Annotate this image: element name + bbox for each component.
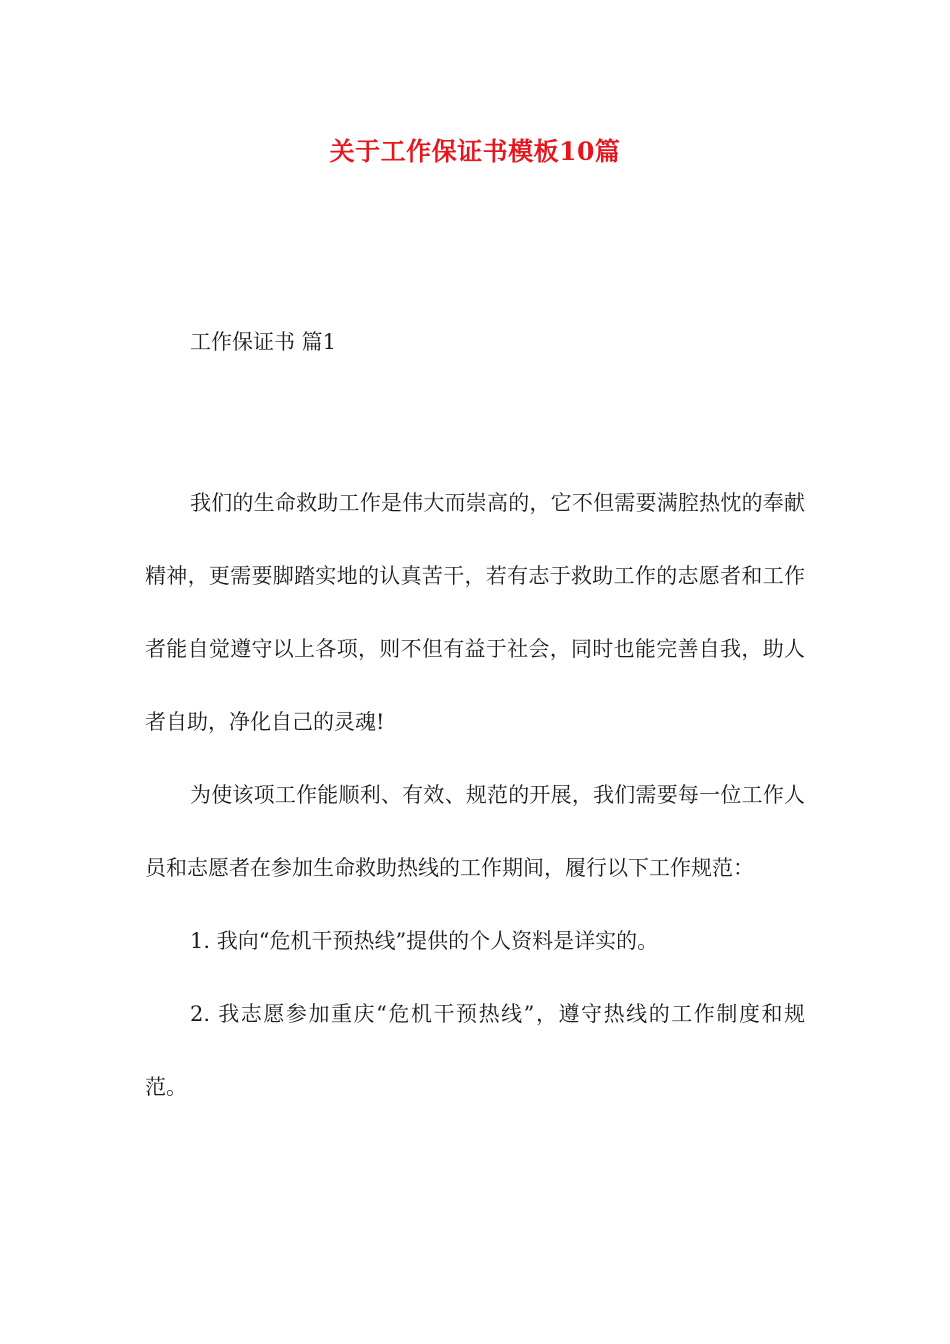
- list-item: 1. 我向“危机干预热线”提供的个人资料是详实的。: [190, 929, 659, 953]
- list-item: 2. 我志愿参加重庆“危机干预热线”，遵守热线的工作制度和规范。: [145, 1002, 805, 1099]
- paragraph: 我们的生命救助工作是伟大而崇高的，它不但需要满腔热忱的奉献精神，更需要脚踏实地的认真苦干，若有志于救助工作的志愿者和工作者能自觉遵守以上各项，则不但有益于社会，同时也能完善自我，助人者自助，净化自己的灵魂!: [145, 491, 805, 734]
- section-heading: 工作保证书 篇1: [190, 330, 337, 354]
- document-title: 关于工作保证书模板10篇: [329, 137, 621, 166]
- paragraph: 为使该项工作能顺利、有效、规范的开展，我们需要每一位工作人员和志愿者在参加生命救助热线的工作期间，履行以下工作规范：: [145, 783, 805, 880]
- document-body: [145, 467, 805, 1124]
